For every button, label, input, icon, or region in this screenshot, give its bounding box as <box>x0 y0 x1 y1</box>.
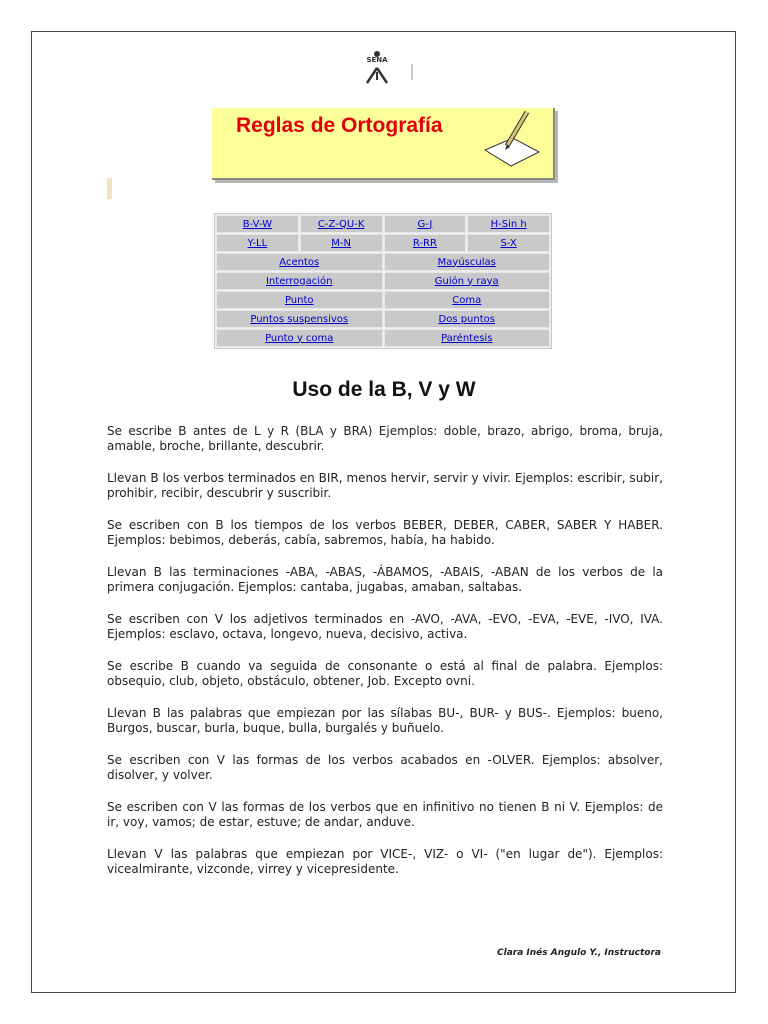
nav-link-s-x[interactable]: S-X <box>467 234 550 252</box>
nav-link-punto-y-coma[interactable]: Punto y coma <box>216 329 383 347</box>
rule-paragraph: Llevan V las palabras que empiezan por VICE-, VIZ- o VI- ("en lugar de"). Ejemplos: vicealmirante, vizconde, virrey y vicepresidente. <box>107 847 663 876</box>
rule-paragraph: Se escribe B antes de L y R (BLA y BRA) Ejemplos: doble, brazo, abrigo, broma, bruja, amable, broche, brillante, descubrir. <box>107 424 663 453</box>
nav-row <box>216 310 550 328</box>
rule-paragraph: Llevan B los verbos terminados en BIR, menos hervir, servir y vivir. Ejemplos: escribir, subir, prohibir, recibir, descubrir y suscribir. <box>107 471 663 500</box>
nav-row <box>216 329 550 347</box>
nav-link-interrogación[interactable]: Interrogación <box>216 272 383 290</box>
nav-row <box>216 272 550 290</box>
rule-paragraph: Se escriben con B los tiempos de los verbos BEBER, DEBER, CABER, SABER Y HABER. Ejemplos: bebimos, deberás, cabía, sabremos, había, ha habido. <box>107 518 663 547</box>
nav-link-paréntesis[interactable]: Paréntesis <box>384 329 551 347</box>
author-signature: Clara Inés Angulo Y., Instructora <box>497 948 661 958</box>
nav-link-dos-puntos[interactable]: Dos puntos <box>384 310 551 328</box>
title-banner <box>212 108 555 180</box>
nav-link-acentos[interactable]: Acentos <box>216 253 383 271</box>
nav-link-h-sin-h[interactable]: H-Sin h <box>467 215 550 233</box>
nav-link-y-ll[interactable]: Y-LL <box>216 234 299 252</box>
nav-row <box>216 253 550 271</box>
page-heading: Uso de la B, V y W <box>292 378 476 401</box>
nav-row <box>216 215 550 233</box>
decorative-marker <box>107 178 112 199</box>
rule-paragraph: Llevan B las palabras que empiezan por las sílabas BU-, BUR- y BUS-. Ejemplos: bueno, Burgos, buscar, burla, buque, bulla, burgalés y buñuelo. <box>107 706 663 735</box>
nav-link-m-n[interactable]: M-N <box>300 234 383 252</box>
nav-link-b-v-w[interactable]: B-V-W <box>216 215 299 233</box>
rule-paragraph: Llevan B las terminaciones -ABA, -ABAS, -ÁBAMOS, -ABAIS, -ABAN de los verbos de la primera conjugación. Ejemplos: cantaba, jugabas, amaban, saltabas. <box>107 565 663 594</box>
rules-content <box>107 424 663 894</box>
nav-link-g-j[interactable]: G-J <box>384 215 467 233</box>
sena-logo <box>362 50 422 90</box>
nav-row <box>216 234 550 252</box>
banner-title: Reglas de Ortografía <box>236 114 443 137</box>
nav-link-guión-y-raya[interactable]: Guión y raya <box>384 272 551 290</box>
nav-link-coma[interactable]: Coma <box>384 291 551 309</box>
nav-row <box>216 291 550 309</box>
nav-link-mayúsculas[interactable]: Mayúsculas <box>384 253 551 271</box>
pen-paper-icon <box>477 108 547 174</box>
rule-paragraph: Se escribe B cuando va seguida de consonante o está al final de palabra. Ejemplos: obsequio, club, objeto, obstáculo, obtener, Job. Excepto ovni. <box>107 659 663 688</box>
nav-link-c-z-qu-k[interactable]: C-Z-QU-K <box>300 215 383 233</box>
nav-link-r-rr[interactable]: R-RR <box>384 234 467 252</box>
rule-paragraph: Se escriben con V las formas de los verbos acabados en -OLVER. Ejemplos: absolver, disolver, y volver. <box>107 753 663 782</box>
sena-logo-icon <box>362 75 422 94</box>
nav-link-punto[interactable]: Punto <box>216 291 383 309</box>
logo-text: SENA <box>366 56 388 64</box>
rule-paragraph: Se escriben con V las formas de los verbos que en infinitivo no tienen B ni V. Ejemplos: de ir, voy, vamos; de estar, estuve; de andar, anduve. <box>107 800 663 829</box>
rule-paragraph: Se escriben con V los adjetivos terminados en -AVO, -AVA, -EVO, -EVA, -EVE, -IVO, IVA. Ejemplos: esclavo, octava, longevo, nueva, decisivo, activa. <box>107 612 663 641</box>
topic-nav-table <box>214 213 552 349</box>
nav-link-puntos-suspensivos[interactable]: Puntos suspensivos <box>216 310 383 328</box>
